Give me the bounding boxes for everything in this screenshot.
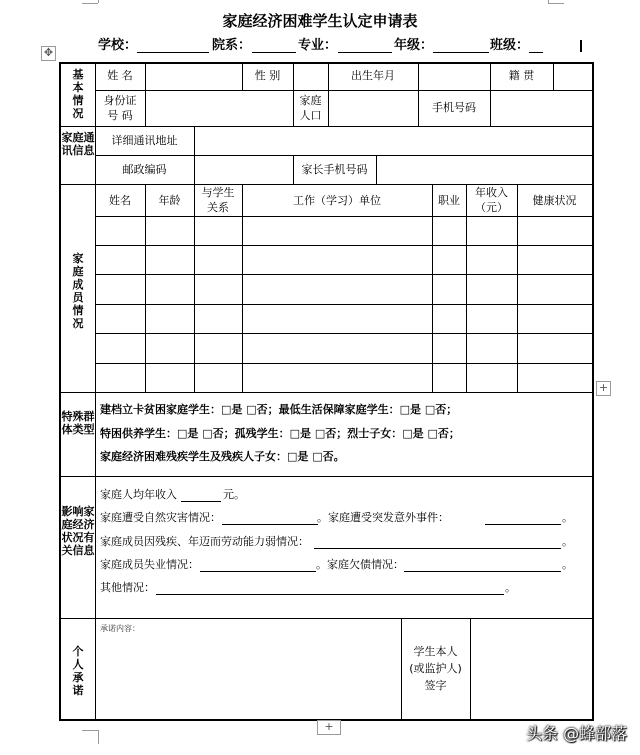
major-label: 专业： — [298, 38, 338, 53]
other-end: 。 — [505, 581, 516, 594]
col-member-relation-line1: 与学生 — [201, 186, 235, 199]
table-move-handle-icon[interactable]: ✥ — [41, 46, 56, 61]
label-natural-disaster: 家庭遭受自然灾害情况： — [100, 511, 221, 524]
members-table-body[interactable] — [96, 217, 592, 392]
parent-phone-field[interactable] — [377, 156, 592, 184]
label-origin: 籍 贯 — [508, 69, 535, 82]
family-size-field[interactable] — [329, 91, 418, 126]
section-basic-info: 基本情况 — [72, 68, 84, 120]
natural-disaster-input[interactable] — [222, 524, 318, 525]
label-birth: 出生年月 — [351, 69, 395, 82]
label-address: 详细通讯地址 — [111, 134, 178, 147]
col-member-income-line2: （元） — [475, 201, 508, 214]
label-disability: 家庭成员因残疾、年迈而劳动能力弱情况： — [100, 535, 309, 548]
grade-input-line[interactable] — [433, 52, 489, 53]
page-corner-mark — [82, 730, 98, 731]
col-member-work: 工作（学习）单位 — [293, 194, 381, 207]
class-label: 班级： — [490, 38, 530, 53]
school-input-line[interactable] — [137, 52, 209, 53]
label-id-number-line1: 身份证 — [103, 94, 137, 107]
section-family-members: 家庭成员情况 — [72, 252, 84, 330]
special-line-1[interactable]: 建档立卡贫困家庭学生：□是 □否；最低生活保障家庭学生：□是 □否； — [100, 403, 458, 416]
col-member-name: 姓名 — [109, 194, 131, 207]
page-corner-mark — [82, 0, 98, 4]
school-label: 学校： — [98, 38, 138, 53]
label-unemployment: 家庭成员失业情况： — [100, 558, 199, 571]
label-gender: 性 别 — [254, 69, 281, 82]
per-capita-income-input[interactable] — [181, 501, 221, 502]
disability-end: 。 — [562, 535, 573, 548]
accident-end: 。 — [562, 511, 573, 524]
section-economic-info: 影响家庭经济状况有关信息 — [61, 505, 95, 557]
label-other: 其他情况： — [100, 581, 155, 594]
label-per-capita-income: 家庭人均年收入 — [100, 488, 177, 501]
page-corner-mark — [98, 730, 99, 744]
postcode-field[interactable] — [195, 156, 293, 184]
label-sign-line2: (或监护人) — [409, 662, 462, 675]
dept-input-line[interactable] — [252, 52, 296, 53]
label-family-size-line1: 家庭 — [299, 94, 322, 107]
page-corner-mark — [548, 0, 564, 4]
phone-field[interactable] — [491, 91, 592, 126]
birth-field[interactable] — [419, 63, 490, 90]
accident-input[interactable] — [485, 524, 561, 525]
col-member-income-line1: 年收入 — [475, 186, 508, 199]
address-field[interactable] — [195, 127, 592, 155]
name-field[interactable] — [146, 63, 242, 90]
label-accident: 。家庭遭受突发意外事件： — [317, 511, 449, 524]
disability-input[interactable] — [314, 548, 561, 549]
special-line-2[interactable]: 特困供养学生：□是 □否；孤残学生：□是 □否；烈士子女：□是 □否； — [100, 427, 460, 440]
watermark: 头条 @蜂部落 — [526, 724, 628, 743]
label-phone: 手机号码 — [432, 101, 476, 114]
dept-label: 院系： — [212, 38, 252, 53]
page-corner-mark — [548, 0, 549, 3]
special-line-3[interactable]: 家庭经济困难残疾学生及残疾人子女：□是 □否。 — [100, 450, 345, 463]
col-member-job: 职业 — [438, 194, 460, 207]
major-input-line[interactable] — [338, 52, 392, 53]
debt-input[interactable] — [404, 571, 561, 572]
label-debt: 。家庭欠债情况： — [316, 558, 404, 571]
unemployment-input[interactable] — [200, 571, 316, 572]
label-family-size-line2: 人口 — [299, 109, 322, 122]
label-pledge-content: 承诺内容： — [100, 624, 140, 633]
col-member-relation-line2: 关系 — [207, 201, 229, 214]
other-input[interactable] — [156, 594, 504, 595]
label-id-number-line2: 号 码 — [107, 109, 133, 122]
page-corner-mark — [98, 0, 99, 3]
gender-field[interactable] — [294, 63, 328, 90]
text-cursor — [580, 40, 582, 52]
grade-label: 年级： — [394, 38, 434, 53]
id-number-field[interactable] — [146, 91, 293, 126]
class-input-line[interactable] — [529, 52, 543, 53]
debt-end: 。 — [562, 558, 573, 571]
pledge-content-field[interactable] — [96, 636, 401, 719]
label-name: 姓 名 — [107, 69, 133, 82]
section-family-contact: 家庭通讯信息 — [61, 131, 95, 157]
add-column-icon[interactable]: + — [596, 381, 611, 396]
add-row-icon[interactable]: + — [317, 720, 341, 735]
label-postcode: 邮政编码 — [122, 163, 167, 176]
page-title: 家庭经济困难学生认定申请表 — [222, 12, 418, 30]
col-member-age: 年龄 — [158, 194, 181, 207]
label-sign-line1: 学生本人 — [413, 645, 458, 658]
signature-field[interactable] — [471, 619, 592, 719]
section-special-group: 特殊群体类型 — [61, 410, 95, 436]
label-sign-line3: 签字 — [424, 679, 447, 692]
section-pledge: 个人承诺 — [72, 645, 84, 697]
label-parent-phone: 家长手机号码 — [301, 163, 368, 176]
col-member-health: 健康状况 — [532, 194, 577, 207]
origin-field[interactable] — [554, 63, 592, 90]
per-capita-income-suffix: 元。 — [223, 488, 245, 501]
